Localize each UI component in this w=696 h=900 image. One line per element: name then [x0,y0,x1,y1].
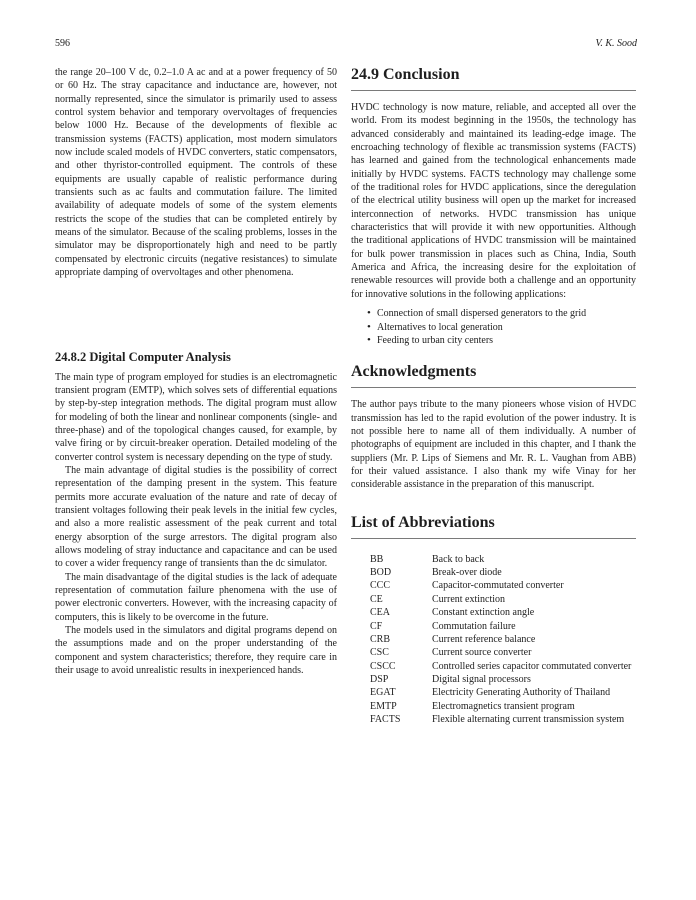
abbreviation-code: FACTS [370,713,401,725]
abbreviation-code: CSC [370,647,389,659]
body-paragraph: The main type of program employed for studies is an electromagnetic transient program (EMTP), which solves sets of differential equations by step-by-step integration methods. The digital program must allow for modeling of both the linear and nonlinear components (single- and three-phase) and of the topological changes caused, for example, by valve firing or by circuit-breaker operation. Detailed modeling of the converter control system is necessary depending on the type of study. [55,371,337,463]
abbreviation-definition: Current reference balance [432,633,536,645]
abbreviation-code: CRB [370,633,391,645]
conclusion-heading: 24.9 Conclusion [351,66,636,91]
abbreviation-definition: Current source converter [432,647,532,659]
abbreviation-code: EGAT [370,687,396,699]
page-number: 596 [55,38,70,49]
table-row [370,553,636,566]
abbreviation-definition: Flexible alternating current transmission system [432,713,625,725]
body-paragraph: The main disadvantage of the digital studies is the lack of adequate representation of commutation failure phenomena with the use of power electronic converters. However, with the increasing capacity of computers, this is likely to be overcome in the future. [55,571,337,623]
abbreviation-definition: Back to back [432,553,485,565]
list-item: • Connection of small dispersed generators to the grid [351,307,636,320]
running-author: V. K. Sood [595,38,637,49]
abbreviation-definition: Constant extinction angle [432,607,535,619]
abbreviation-code: CF [370,620,383,632]
abbreviation-code: BB [370,553,384,565]
table-row [370,633,636,646]
table-row [370,673,636,686]
abbreviation-code: CCC [370,580,391,592]
right-column [351,66,636,726]
table-row [370,593,636,606]
abbreviations-table [370,553,636,726]
abbreviations-heading: List of Abbreviations [351,514,636,539]
table-row [370,700,636,713]
left-column [55,66,337,677]
table-row [370,713,636,726]
table-row [370,606,636,619]
body-paragraph: The models used in the simulators and digital programs depend on the assumptions made and on the proper understanding of the component and system characteristics; therefore, they require care in their usage to avoid unrealistic results in inexperienced hands. [55,625,337,677]
table-row [370,620,636,633]
abbreviation-definition: Electricity Generating Authority of Thailand [432,687,611,699]
abbreviation-definition: Electromagnetics transient program [432,700,575,712]
abbreviation-definition: Controlled series capacitor commutated converter [432,660,632,672]
abbreviation-code: DSP [370,673,389,685]
table-row [370,566,636,579]
abbreviation-definition: Capacitor-commutated converter [432,580,564,592]
table-row [370,686,636,699]
intro-paragraph: the range 20–100 V dc, 0.2–1.0 A ac and at a power frequency of 50 or 60 Hz. The stray capacitance and inductance are, however, not normally represented, since the simulator is primarily used to assess control system behavior and temporary overvoltages of frequencies below 1000 Hz. Because of the developments of flexible ac transmission systems (FACTS) application, most modern simulators now include scaled models of HVDC converters, static compensators, and other thyristor-controlled equipment. The controls of these equipments are usually capable of realistic performance during transients such as ac faults and commutation failure. The limited availability of adequate models of some of the system elements restricts the scope of the studies that can be completed entirely by means of the simulator. Because of the scaling problems, losses in the simulator may be disproportionately high and need to be partly compensated by electronic circuits (negative resistances) to simulate appropriate damping of overvoltages and other phenomena. [55,67,337,279]
list-item: • Feeding to urban city centers [351,334,636,347]
abbreviation-code: BOD [370,567,392,579]
list-item: • Alternatives to local generation [351,321,636,334]
abbreviation-definition: Break-over diode [432,567,502,579]
running-head [55,38,637,49]
acknowledgments-heading: Acknowledgments [351,363,636,388]
abbreviation-code: CSCC [370,660,396,672]
acknowledgments-paragraph: The author pays tribute to the many pioneers whose vision of HVDC transmission has led to the rapid evolution of the power industry. It is not possible here to name all of them individually. A number of photographs of equipment are included in this chapter, and I thank the suppliers (Mr. P. Lips of Siemens and Mr. R. L. Vaughan from ABB) for their valued assistance. I also thank my wife Vinay for her considerable assistance in the preparation of this manuscript. [351,399,636,491]
body-paragraph: The main advantage of digital studies is the possibility of correct representation of the damping present in the system. This feature permits more accurate evaluation of the nature and rate of decay of transient voltages following their peak levels in the initial few cycles, and also a more realistic assessment of the peak current and total energy absorption of the surge arrestors. The digital program also allows modeling of stray inductance and capacitance and can be used to cover a wider frequency range of transients than the dc simulator. [55,464,337,570]
table-row [370,579,636,592]
abbreviation-definition: Current extinction [432,593,506,605]
abbreviation-definition: Digital signal processors [432,673,531,685]
abbreviation-code: CEA [370,607,390,619]
abbreviation-definition: Commutation failure [432,620,516,632]
subsection-heading: 24.8.2 Digital Computer Analysis [55,349,231,364]
application-list [351,307,636,347]
conclusion-paragraph: HVDC technology is now mature, reliable, and accepted all over the world. From its modest beginning in the 1950s, the technology has advanced considerably and maintained its leading-edge image. The encroaching technology of flexible ac transmission systems (FACTS) has learned and gained from the technological enhancements made initially by HVDC systems. FACTS technology may challenge some of the traditional roles for HVDC applications, since the deregulation of the electrical utility business will open up the market for increased interconnection of networks. HVDC transmission has unique characteristics that will provide it with new opportunities. Although the traditional applications of HVDC transmission will be maintained for bulk power transmission in places such as China, India, South America and Africa, the increasing desire for the exploitation of renewable resources will provide both a challenge and an opportunity for innovative solutions in the following applications: [351,102,636,300]
abbreviation-code: EMTP [370,700,397,712]
table-row [370,646,636,659]
table-row [370,660,636,673]
abbreviation-code: CE [370,593,383,605]
